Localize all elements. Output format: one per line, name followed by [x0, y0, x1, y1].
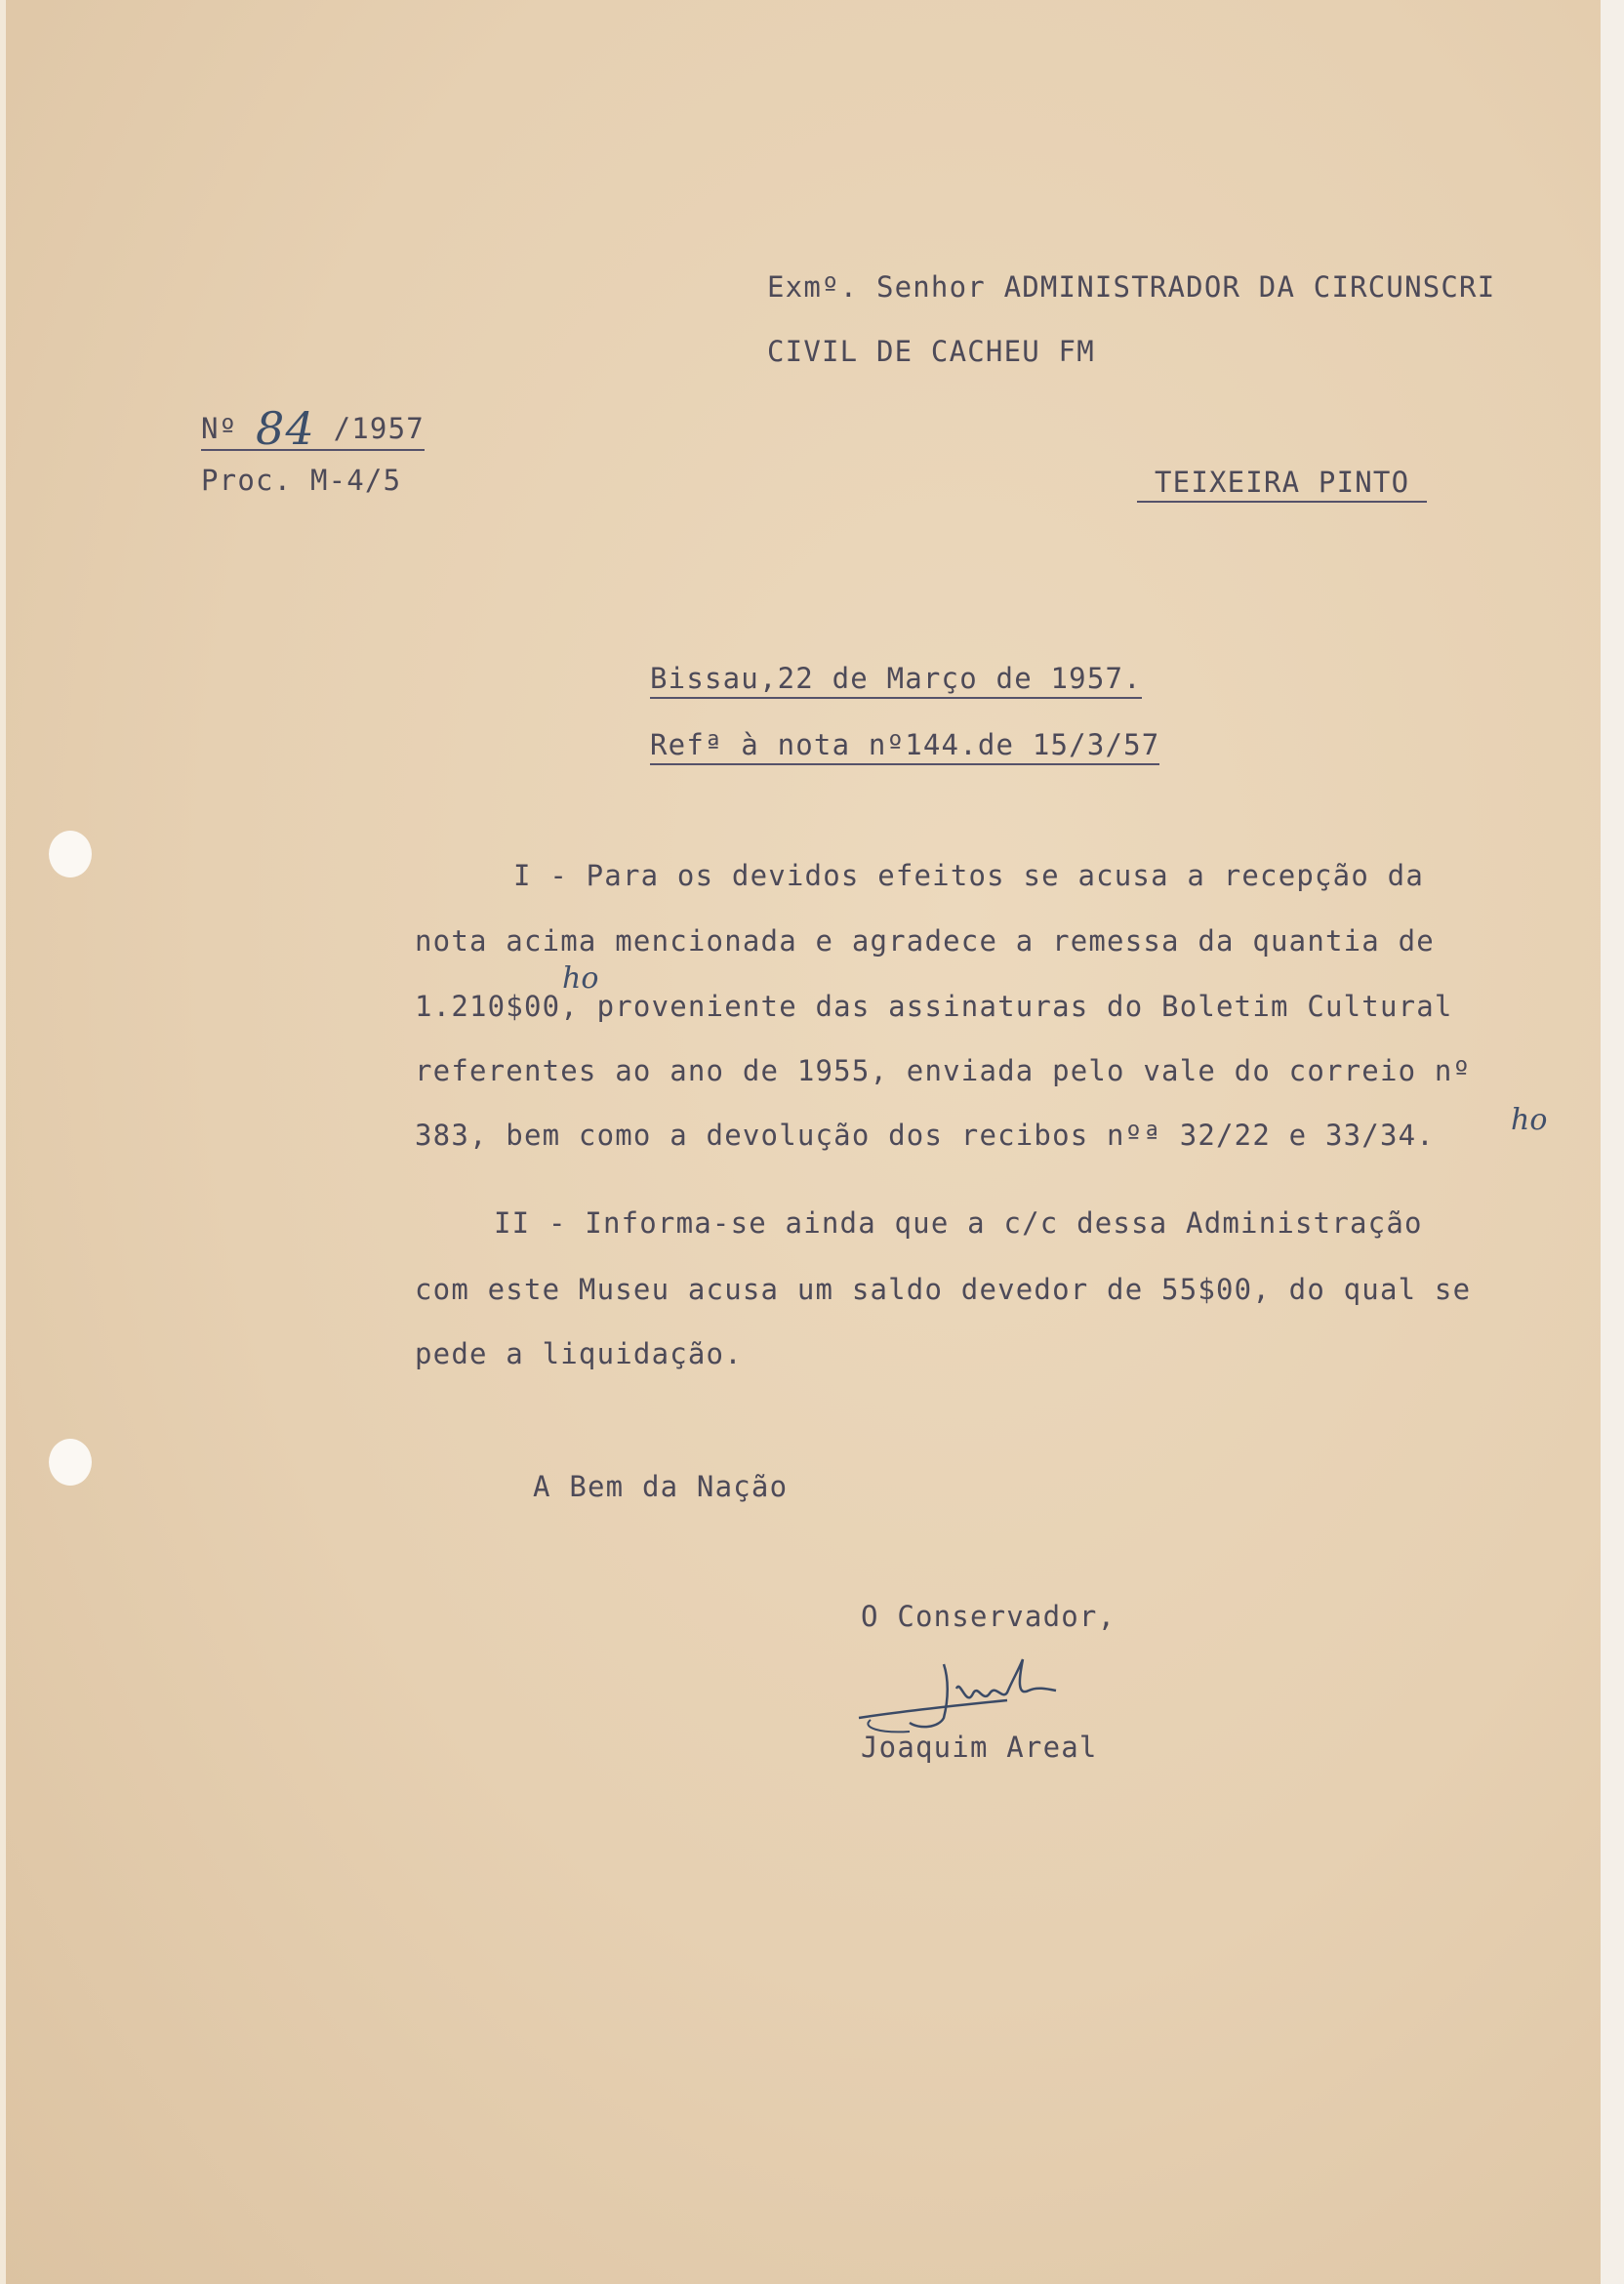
addressee-city: TEIXEIRA PINTO — [1137, 469, 1427, 503]
process-reference: Proc. M-4/5 — [201, 464, 402, 497]
paragraph-1-line-1: I - Para os devidos efeitos se acusa a recepção da — [513, 859, 1424, 892]
paragraph-1-line-5: 383, bem como a devolução dos recibos nºª 32/22 e 33/34. — [415, 1119, 1435, 1152]
punch-hole-top — [49, 831, 92, 877]
date-line: Bissau,22 de Março de 1957. — [650, 665, 1142, 699]
closing-salutation: A Bem da Nação — [533, 1470, 789, 1503]
number-year: /1957 — [333, 412, 425, 445]
number-prefix: Nº — [201, 412, 238, 445]
paper-edge — [1601, 0, 1624, 2284]
punch-hole-bottom — [49, 1439, 92, 1486]
signatory-role: O Conservador, — [861, 1600, 1116, 1633]
handwritten-mark-2: ho — [1511, 1103, 1548, 1137]
paragraph-1-line-2: nota acima mencionada e agradece a remessa da quantia de — [415, 924, 1435, 958]
paragraph-2-line-2: com este Museu acusa um saldo devedor de 55$00, do qual se — [415, 1273, 1472, 1306]
addressee-line-2: CIVIL DE CACHEU FM — [767, 335, 1095, 368]
paragraph-1-line-4: referentes ao ano de 1955, enviada pelo vale do correio nº — [415, 1054, 1472, 1087]
handwritten-number: 84 — [256, 402, 315, 455]
signatory-name: Joaquim Areal — [861, 1731, 1098, 1764]
reference-number — [201, 400, 425, 455]
paragraph-2-line-3: pede a liquidação. — [415, 1337, 743, 1370]
addressee-line-1: Exmº. Senhor ADMINISTRADOR DA CIRCUNSCRI — [767, 270, 1496, 304]
handwritten-mark-1: ho — [562, 961, 599, 996]
paragraph-1-line-3: 1.210$00, proveniente das assinaturas do Boletim Cultural — [415, 990, 1453, 1023]
reference-note: Refª à nota nº144.de 15/3/57 — [650, 731, 1159, 765]
paragraph-2-line-1: II - Informa-se ainda que a c/c dessa Administração — [494, 1206, 1423, 1240]
